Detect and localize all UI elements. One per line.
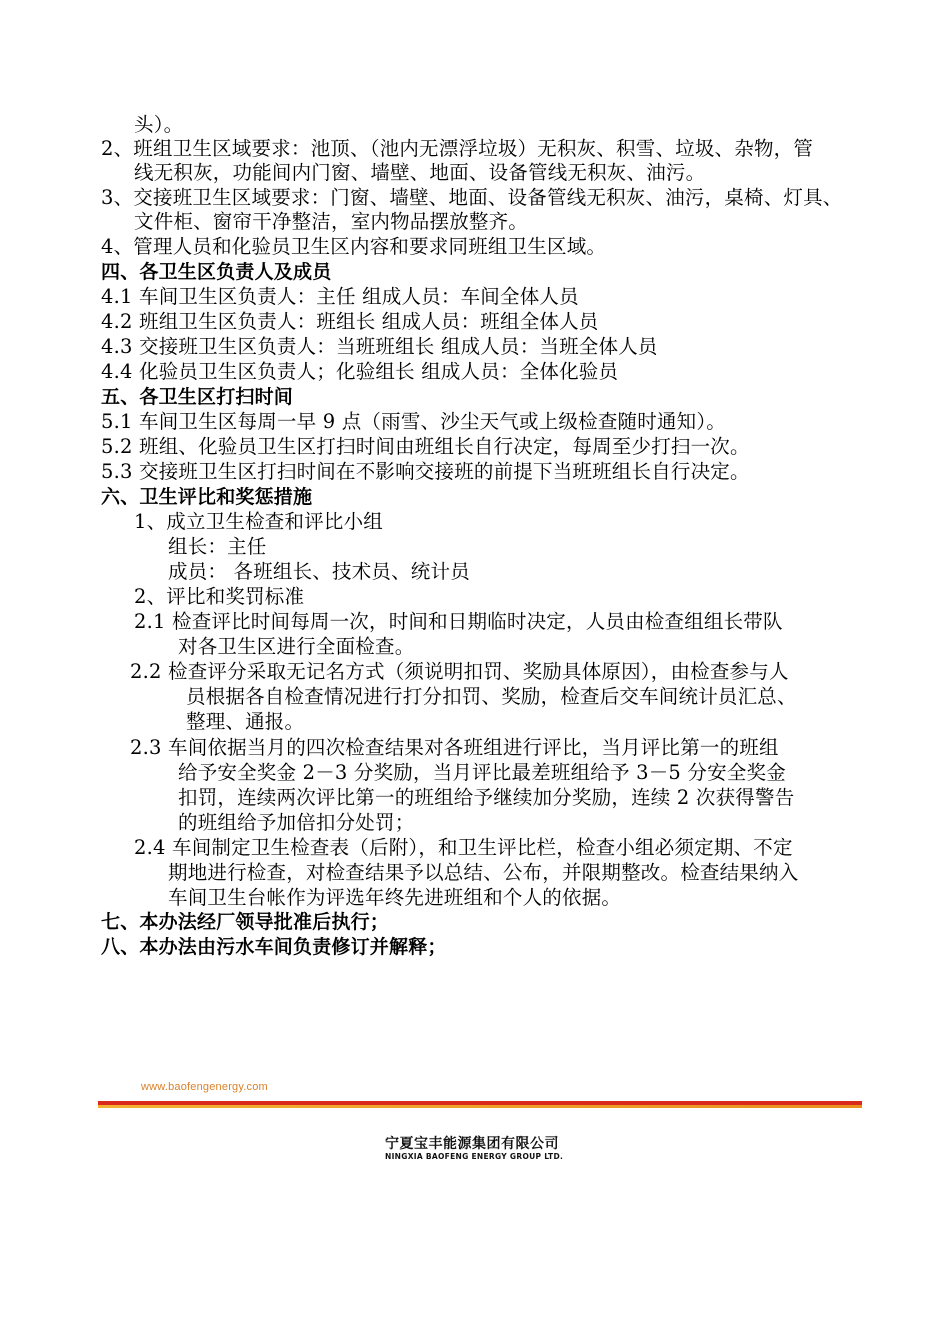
paragraph-line: 组长：主任	[168, 535, 267, 558]
paragraph-line: 4.3 交接班卫生区负责人：当班班组长 组成人员：当班全体人员	[101, 335, 658, 358]
paragraph-line: 文件柜、窗帘干净整洁，室内物品摆放整齐。	[134, 210, 529, 233]
footer-url[interactable]: www.baofengenergy.com	[141, 1081, 268, 1093]
paragraph-line: 4.2 班组卫生区负责人：班组长 组成人员：班组全体人员	[101, 310, 599, 333]
paragraph-line: 给予安全奖金 2－3 分奖励，当月评比最差班组给予 3－5 分安全奖金	[178, 761, 786, 784]
section-heading: 五、各卫生区打扫时间	[101, 386, 294, 408]
paragraph-line: 整理、通报。	[186, 710, 305, 733]
company-name-en: NINGXIA BAOFENG ENERGY GROUP LTD.	[385, 1152, 564, 1161]
paragraph-line: 期地进行检查，对检查结果予以总结、公布，并限期整改。检查结果纳入	[168, 861, 799, 884]
paragraph-line: 成员： 各班组长、技术员、统计员	[168, 560, 470, 583]
section-heading: 八、本办法由污水车间负责修订并解释；	[101, 936, 447, 958]
paragraph-line: 4、管理人员和化验员卫生区内容和要求同班组卫生区域。	[101, 235, 607, 258]
paragraph-line: 头）。	[134, 113, 184, 136]
paragraph-line: 车间卫生台帐作为评选年终先进班组和个人的依据。	[168, 886, 622, 909]
paragraph-line: 的班组给予加倍扣分处罚；	[178, 811, 415, 834]
paragraph-line: 5.1 车间卫生区每周一早 9 点（雨雪、沙尘天气或上级检查随时通知）。	[101, 410, 726, 433]
paragraph-line: 2.1 检查评比时间每周一次，时间和日期临时决定，人员由检查组组长带队	[134, 610, 783, 633]
paragraph-line: 5.3 交接班卫生区打扫时间在不影响交接班的前提下当班班组长自行决定。	[101, 460, 750, 483]
section-heading: 六、卫生评比和奖惩措施	[101, 486, 313, 508]
footer-orange-band	[98, 1105, 862, 1108]
paragraph-line: 4.4 化验员卫生区负责人；化验组长 组成人员：全体化验员	[101, 360, 619, 383]
paragraph-line: 2、评比和奖罚标准	[134, 585, 305, 608]
paragraph-line: 5.2 班组、化验员卫生区打扫时间由班组长自行决定，每周至少打扫一次。	[101, 435, 750, 458]
paragraph-line: 2.4 车间制定卫生检查表（后附），和卫生评比栏，检查小组必须定期、不定	[134, 836, 793, 859]
paragraph-line: 4.1 车间卫生区负责人：主任 组成人员：车间全体人员	[101, 285, 579, 308]
paragraph-line: 对各卫生区进行全面检查。	[178, 635, 415, 658]
paragraph-line: 1、成立卫生检查和评比小组	[134, 510, 384, 533]
paragraph-line: 员根据各自检查情况进行打分扣罚、奖励，检查后交车间统计员汇总、	[186, 685, 797, 708]
paragraph-line: 2.2 检查评分采取无记名方式（须说明扣罚、奖励具体原因），由检查参与人	[130, 660, 789, 683]
section-heading: 七、本办法经厂领导批准后执行；	[101, 911, 390, 933]
paragraph-line: 线无积灰，功能间内门窗、墙壁、地面、设备管线无积灰、油污。	[134, 161, 706, 184]
paragraph-line: 3、交接班卫生区域要求：门窗、墙壁、地面、设备管线无积灰、油污，桌椅、灯具、	[101, 186, 843, 209]
section-heading: 四、各卫生区负责人及成员	[101, 261, 332, 283]
paragraph-line: 扣罚，连续两次评比第一的班组给予继续加分奖励，连续 2 次获得警告	[178, 786, 795, 809]
company-name-cn: 宁夏宝丰能源集团有限公司	[385, 1136, 559, 1152]
paragraph-line: 2.3 车间依据当月的四次检查结果对各班组进行评比，当月评比第一的班组	[130, 736, 779, 759]
paragraph-line: 2、班组卫生区域要求：池顶、（池内无漂浮垃圾）无积灰、积雪、垃圾、杂物，管	[101, 137, 814, 160]
